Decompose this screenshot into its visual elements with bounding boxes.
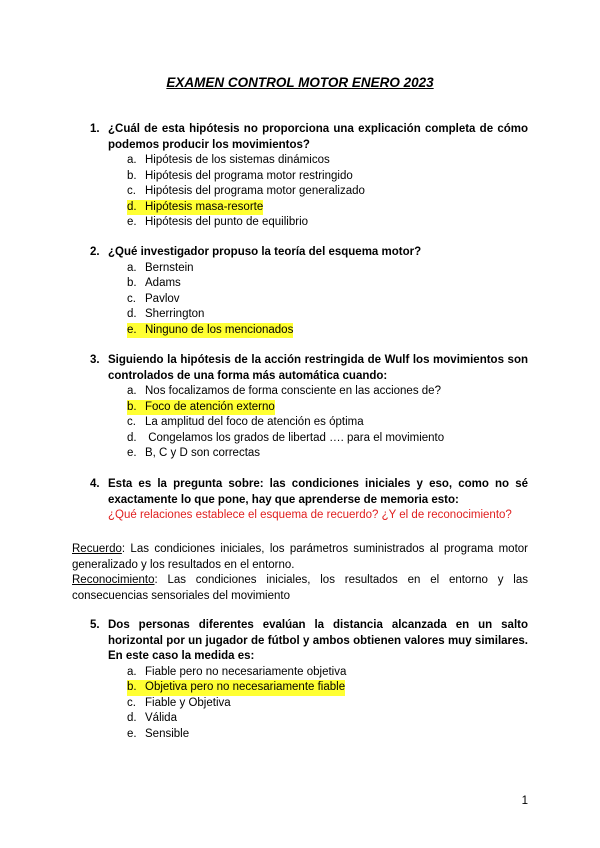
term-recuerdo: Recuerdo [72,543,122,555]
question-text: Dos personas diferentes evalúan la distancia alcanzada en un salto horizontal por un jugador de fútbol y ambos obtienen valores muy similares. En este caso la medida es: [108,619,528,662]
option-c: c. Fiable y Objetiva [127,696,231,709]
paragraph-recuerdo: Recuerdo: Las condiciones iniciales, los parámetros suministrados al programa motor generalizado y los resultados en el entorno. [72,543,528,571]
question-5 [90,618,528,742]
question-number: 3. [90,354,100,366]
option-a: a. Hipótesis de los sistemas dinámicos [127,154,330,166]
term-reconocimiento: Reconocimiento [72,574,155,586]
paragraph-reconocimiento: Reconocimiento: Las condiciones iniciales, los resultados en el entorno y las consecuencias sensoriales del movimiento [72,574,528,602]
options-list [90,153,528,231]
options-list [90,665,528,743]
option-c: c. La amplitud del foco de atención es óptima [127,416,364,428]
question-number: 4. [90,478,100,490]
option-a: a. Fiable pero no necesariamente objetiva [127,665,347,678]
option-d: d. Válida [127,712,177,724]
option-a: a. Bernstein [127,261,194,274]
option-e: e. B, C y D son correctas [127,447,261,459]
option-a: a. Nos focalizamos de forma consciente en las acciones de? [127,385,441,397]
question-number: 2. [90,246,100,258]
option-b: b. Hipótesis del programa motor restringido [127,169,353,182]
question-number: 5. [90,619,100,631]
option-d-correct: d. Hipótesis masa-resorte [127,200,528,216]
option-b: b. Adams [127,277,181,289]
red-note: ¿Qué relaciones establece el esquema de recuerdo? ¿Y el de reconocimiento? [108,509,512,521]
options-list [90,261,528,339]
page-title: EXAMEN CONTROL MOTOR ENERO 2023 [166,75,434,90]
option-c: c. Hipótesis del programa motor generalizado [127,185,365,197]
option-b-correct: b. Objetiva pero no necesariamente fiable [127,680,528,696]
option-e: e. Hipótesis del punto de equilibrio [127,216,309,228]
question-number: 1. [90,123,100,135]
question-2 [90,245,528,338]
option-e-correct: e. Ninguno de los mencionados [127,323,528,339]
page-number: 1 [521,795,528,807]
option-d: d. Congelamos los grados de libertad …. para el movimiento [127,431,445,444]
option-e: e. Sensible [127,727,190,740]
option-b-correct: b. Foco de atención externo [127,400,528,416]
option-c: c. Pavlov [127,292,180,305]
question-1 [90,122,528,231]
question-3 [90,353,528,462]
question-4 [90,477,528,523]
options-list [90,384,528,462]
option-d: d. Sherrington [127,308,205,320]
question-text: Esta es la pregunta sobre: las condiciones iniciales y eso, como no sé exactamente lo que pone, hay que aprenderse de memoria esto: [108,478,528,506]
question-text: Siguiendo la hipótesis de la acción restringida de Wulf los movimientos son controlados de una forma más automática cuando: [108,354,528,382]
question-text: ¿Cuál de esta hipótesis no proporciona una explicación completa de cómo podemos producir los movimientos? [108,123,528,151]
question-text: ¿Qué investigador propuso la teoría del esquema motor? [108,246,422,258]
